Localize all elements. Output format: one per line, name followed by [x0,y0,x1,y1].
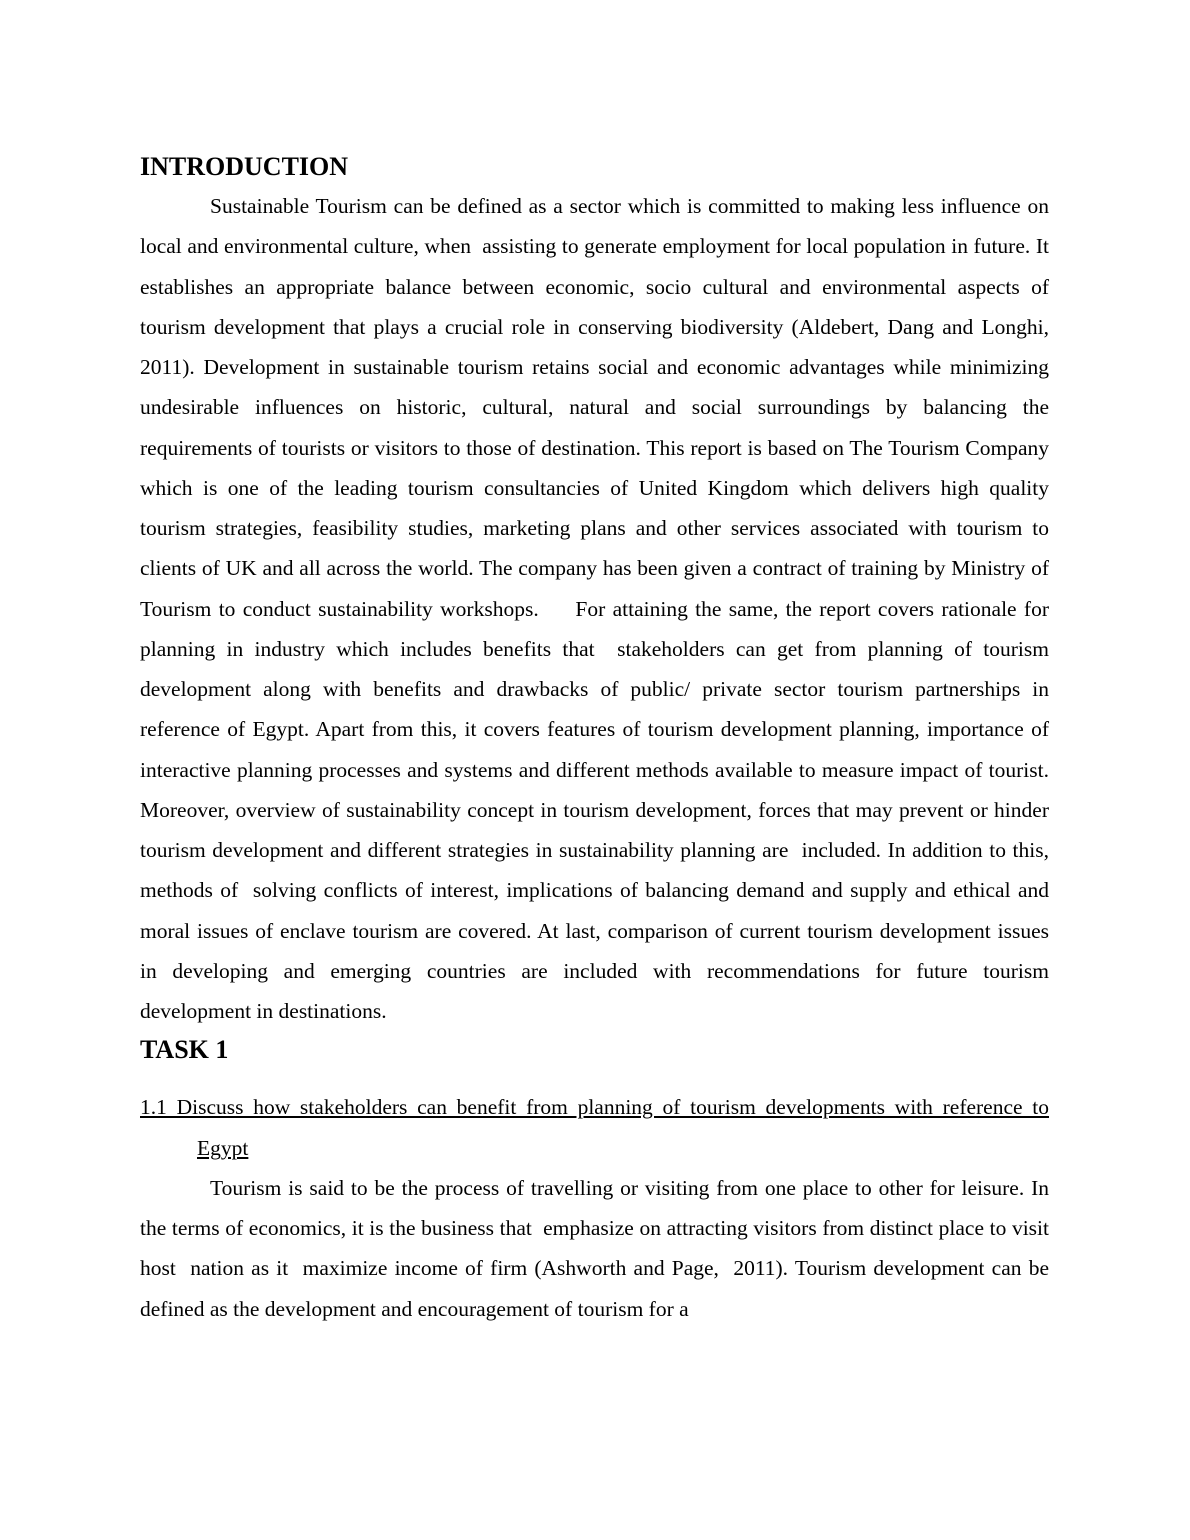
introduction-heading: INTRODUCTION [140,152,349,181]
introduction-paragraph: Sustainable Tourism can be defined as a sector which is committed to making less influence on local and environmental culture, when assisting to generate employment for local population in future. It establishes an appropriate balance between economic, socio cultural and environmental aspects of tourism development that plays a crucial role in conserving biodiversity (Aldebert, Dang and Longhi, 2011). Development in sustainable tourism retains social and economic advantages while minimizing undesirable influences on historic, cultural, natural and social surroundings by balancing the requirements of tourists or visitors to those of destination. This report is based on The Tourism Company which is one of the leading tourism consultancies of United Kingdom which delivers high quality tourism strategies, feasibility studies, marketing plans and other services associated with tourism to clients of UK and all across the world. The company has been given a contract of training by Ministry of Tourism to conduct sustainability workshops. For attaining the same, the report covers rationale for planning in industry which includes benefits that stakeholders can get from planning of tourism development along with benefits and drawbacks of public/ private sector tourism partnerships in reference of Egypt. Apart from this, it covers features of tourism development planning, importance of interactive planning processes and systems and different methods available to measure impact of tourist. Moreover, overview of sustainability concept in tourism development, forces that may prevent or hinder tourism development and different strategies in sustainability planning are included. In addition to this, methods of solving conflicts of interest, implications of balancing demand and supply and ethical and moral issues of enclave tourism are covered. At last, comparison of current tourism development issues in developing and emerging countries are included with recommendations for future tourism development in destinations. [140,194,1060,1023]
task-1-1-paragraph: Tourism is said to be the process of travelling or visiting from one place to other for leisure. In the terms of economics, it is the business that emphasize on attracting visitors from distinct place to visit host nation as it maximize income of firm (Ashworth and Page, 2011). Tourism development can be defined as the development and encouragement of tourism for a [140,1175,1055,1321]
task-1-heading: TASK 1 [140,1035,229,1065]
document-page [140,148,1060,1329]
task-1-1-subheading: 1.1 Discuss how stakeholders can benefit from planning of tourism developments with reference to Egypt [140,1095,1049,1160]
